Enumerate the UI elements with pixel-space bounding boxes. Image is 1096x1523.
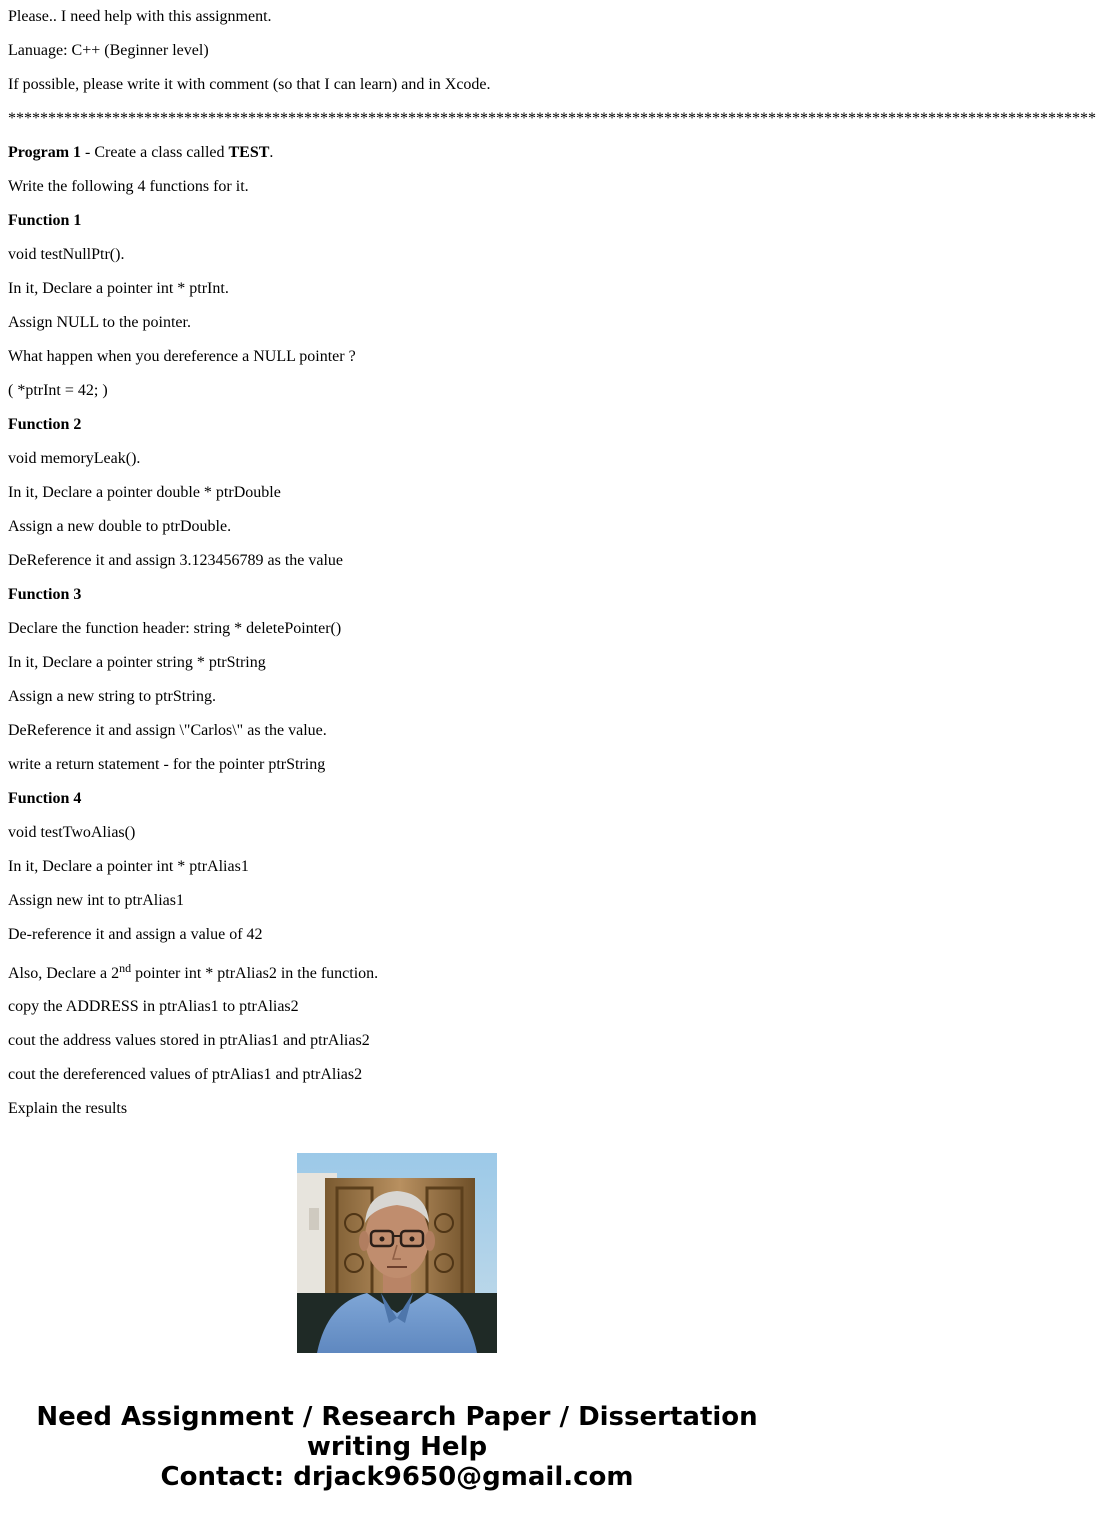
function-2-line: In it, Declare a pointer double * ptrDouble: [8, 484, 281, 501]
program-instruction: Write the following 4 functions for it.: [8, 178, 249, 195]
function-2-line: DeReference it and assign 3.123456789 as the value: [8, 552, 344, 569]
ordinal-superscript: nd: [119, 961, 132, 975]
intro-line-2: Lanuage: C++ (Beginner level): [8, 42, 209, 59]
footer-line-1: Need Assignment / Research Paper / Dissertation: [36, 1402, 758, 1432]
assignment-text: [8, 0, 1096, 1126]
footer-contact: [0, 1402, 794, 1492]
function-1-line: In it, Declare a pointer int * ptrInt.: [8, 280, 229, 297]
function-4-line: De-reference it and assign a value of 42: [8, 926, 263, 943]
person-photo-icon: [297, 1153, 497, 1353]
avatar: [297, 1153, 497, 1353]
program-text-after: .: [269, 144, 274, 161]
function-3-line: write a return statement - for the pointer ptrString: [8, 756, 326, 773]
program-class-name: TEST: [228, 144, 270, 161]
footer-contact-email: Contact: drjack9650@gmail.com: [160, 1462, 634, 1492]
function-1-line: ( *ptrInt = 42; ): [8, 382, 108, 399]
function-2-line: Assign a new double to ptrDouble.: [8, 518, 232, 535]
intro-line-3: If possible, please write it with comment (so that I can learn) and in Xcode.: [8, 76, 491, 93]
function-4-heading: Function 4: [8, 790, 82, 807]
function-2-line: void memoryLeak().: [8, 450, 141, 467]
function-4-line: Explain the results: [8, 1100, 128, 1117]
function-3-line: In it, Declare a pointer string * ptrString: [8, 654, 266, 671]
function-4-line: cout the dereferenced values of ptrAlias1 and ptrAlias2: [8, 1066, 363, 1083]
function-4-line: In it, Declare a pointer int * ptrAlias1: [8, 858, 249, 875]
program-title: [8, 136, 794, 170]
intro-line-1: Please.. I need help with this assignment.: [8, 8, 272, 25]
program-label: Program 1: [8, 144, 82, 161]
function-1-heading: Function 1: [8, 212, 82, 229]
function-1-line: void testNullPtr().: [8, 246, 125, 263]
function-4-line: void testTwoAlias(): [8, 824, 136, 841]
function-4-line: Assign new int to ptrAlias1: [8, 892, 184, 909]
function-2-heading: Function 2: [8, 416, 82, 433]
function-4-line: cout the address values stored in ptrAlias1 and ptrAlias2: [8, 1032, 370, 1049]
function-1-line: Assign NULL to the pointer.: [8, 314, 191, 331]
program-text-before: - Create a class called: [81, 144, 229, 161]
function-3-line: Assign a new string to ptrString.: [8, 688, 216, 705]
function-3-line: Declare the function header: string * deletePointer(): [8, 620, 342, 637]
function-4-line: copy the ADDRESS in ptrAlias1 to ptrAlias2: [8, 998, 299, 1015]
footer-line-2: writing Help: [306, 1432, 488, 1462]
function-3-heading: Function 3: [8, 586, 82, 603]
function-4-second-pointer-line: Also, Declare a 2nd pointer int * ptrAlias2 in the function.: [8, 961, 379, 982]
function-3-line: DeReference it and assign \"Carlos\" as the value.: [8, 722, 327, 739]
function-1-line: What happen when you dereference a NULL pointer ?: [8, 348, 356, 365]
separator-stars: ****************************************************************************************************************************************: [8, 110, 1096, 127]
